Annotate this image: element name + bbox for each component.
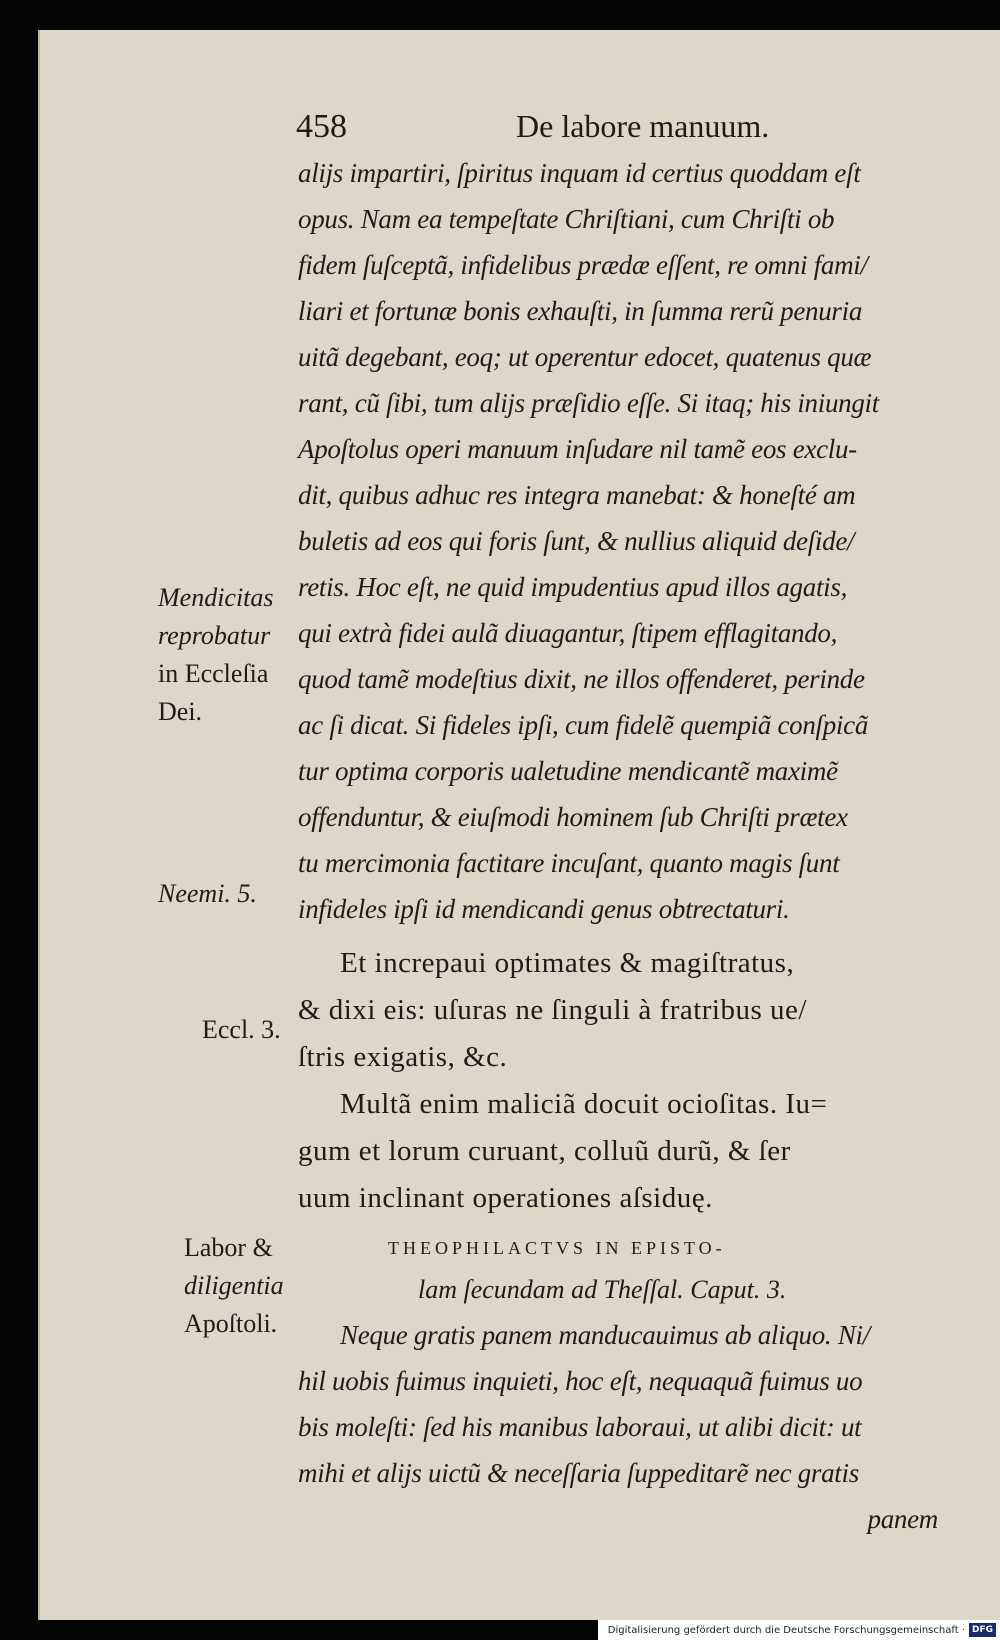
text-line: Apoſtolus operi manuum inſudare nil tamẽ eos exclu-	[298, 434, 857, 464]
nehemiah-quote-line: & dixi eis: uſuras ne ſinguli à fratribus ue/	[298, 994, 807, 1026]
margin-note-line: diligentia	[184, 1271, 284, 1300]
footer-credit: Digitalisierung gefördert durch die Deutsche Forschungsgemeinschaft ·	[607, 1624, 965, 1636]
margin-note-line: Dei.	[158, 697, 203, 726]
text-line: Neque gratis panem manducauimus ab aliquo. Ni/	[340, 1320, 870, 1350]
text-line: bis moleſti: ſed his manibus laboraui, ut alibi dicit: ut	[298, 1412, 862, 1442]
text-line: opus. Nam ea tempeſtate Chriſtiani, cum Chriſti ob	[298, 204, 835, 234]
text-line: rant, cũ ſibi, tum alijs præſidio eſſe. Si itaq; his iniungit	[298, 388, 879, 418]
eccl-quote-line: Multã enim maliciã docuit ocioſitas. Iu=	[340, 1088, 828, 1120]
margin-note-line: Labor &	[184, 1233, 273, 1262]
text-line: quod tamẽ modeſtius dixit, ne illos offenderet, perinde	[298, 664, 865, 694]
main-text-block	[298, 150, 938, 1542]
dfg-logo: DFG	[969, 1623, 996, 1637]
margin-notes	[0, 0, 300, 1640]
margin-note-eccl: Eccl. 3.	[202, 1015, 281, 1044]
text-line: ac ſi dicat. Si fideles ipſi, cum fidelẽ quempiã conſpicã	[298, 710, 869, 740]
margin-note-line: reprobatur	[158, 621, 271, 650]
text-line: dit, quibus adhuc res integra manebat: & honeſté am	[298, 480, 856, 510]
section-subheading: lam ſecundam ad Theſſal. Caput. 3.	[418, 1275, 787, 1304]
text-line: offenduntur, & eiuſmodi hominem ſub Chriſti prætex	[298, 802, 848, 832]
margin-note-line: Apoſtoli.	[184, 1309, 278, 1338]
eccl-quote-line: uum inclinant operationes aſsiduę.	[298, 1182, 713, 1214]
text-line: qui extrà fidei aulã diuagantur, ſtipem efflagitando,	[298, 618, 838, 648]
nehemiah-quote-line: Et increpaui optimates & magiſtratus,	[340, 947, 795, 979]
text-line: retis. Hoc eſt, ne quid impudentius apud illos agatis,	[298, 572, 848, 602]
text-line: fidem ſuſceptã, infidelibus prædæ eſſent, re omni fami/	[298, 250, 868, 280]
margin-note-neemi: Neemi. 5.	[158, 879, 257, 908]
footer-bar	[598, 1620, 1000, 1640]
catchword: panem	[867, 1504, 938, 1534]
margin-note-line: Mendicitas	[158, 583, 274, 612]
margin-note-line: in Eccleſia	[158, 659, 269, 688]
text-line: liari et fortunæ bonis exhauſti, in ſumma rerũ penuria	[298, 296, 863, 326]
text-line: uitã degebant, eoq; ut operentur edocet, quatenus quæ	[298, 342, 872, 372]
section-heading: THEOPHILACTVS IN EPISTO-	[388, 1238, 726, 1258]
text-line: alijs impartiri, ſpiritus inquam id certius quoddam eſt	[298, 158, 861, 188]
text-line: tu mercimonia factitare incuſant, quanto magis ſunt	[298, 848, 840, 878]
running-title: De labore manuum.	[516, 108, 770, 144]
text-line: infideles ipſi id mendicandi genus obtrectaturi.	[298, 894, 790, 924]
eccl-quote-line: gum et lorum curuant, colluũ durũ, & ſer	[298, 1135, 791, 1167]
page-number: 458	[296, 108, 347, 145]
text-line: mihi et alijs uictũ & neceſſaria ſuppeditarẽ nec gratis	[298, 1458, 859, 1488]
text-line: hil uobis fuimus inquieti, hoc eſt, nequaquã fuimus uo	[298, 1366, 863, 1396]
text-line: tur optima corporis ualetudine mendicantẽ maximẽ	[298, 756, 838, 786]
nehemiah-quote-line: ſtris exigatis, &c.	[298, 1041, 508, 1073]
text-line: buletis ad eos qui foris ſunt, & nullius aliquid deſide/	[298, 526, 855, 556]
